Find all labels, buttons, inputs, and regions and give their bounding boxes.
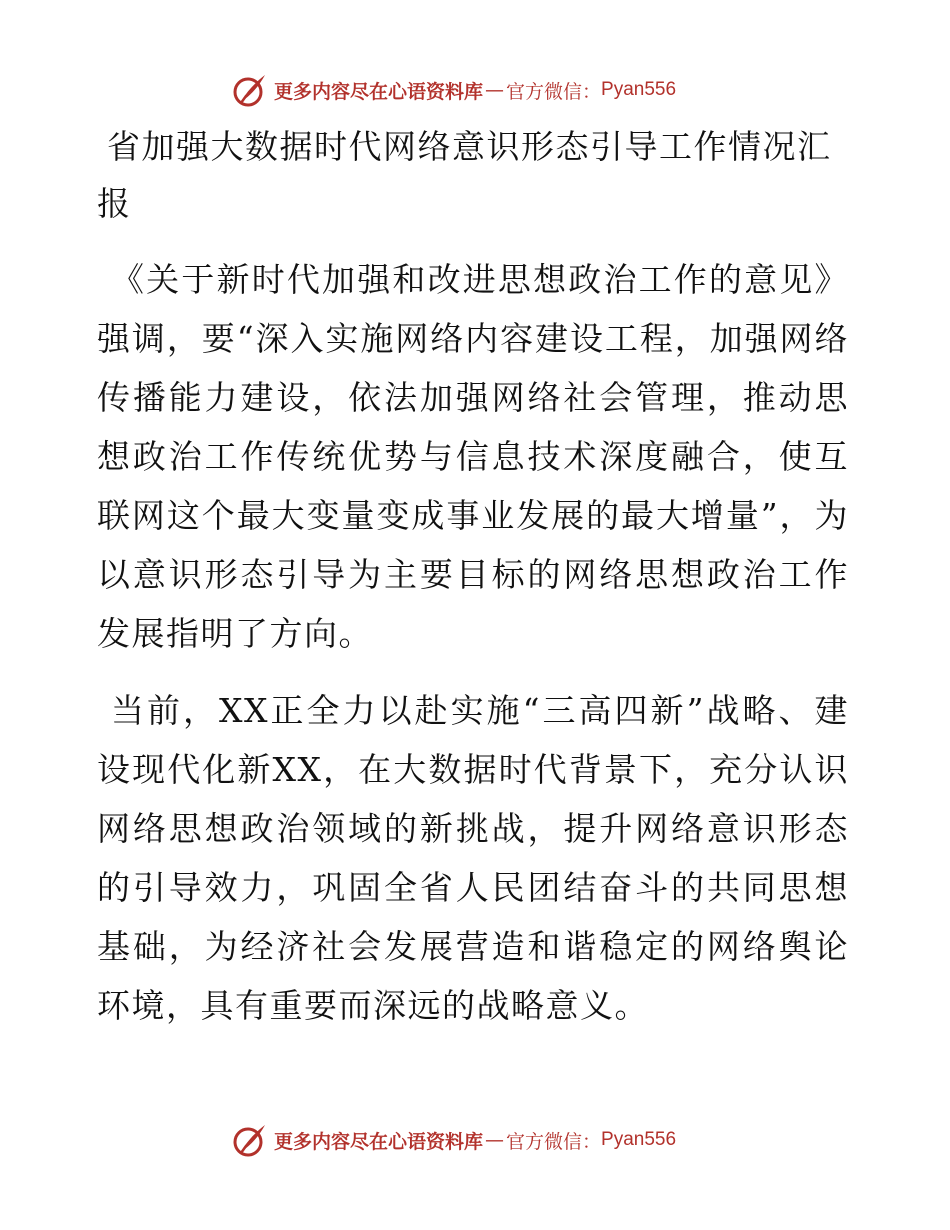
watermark-slogan: 更多内容尽在心语资料库	[274, 1130, 484, 1153]
watermark-slogan: 更多内容尽在心语资料库	[274, 80, 484, 103]
watermark-separator: —	[485, 1129, 505, 1151]
watermark-wechat-id: Pyan556	[601, 1129, 677, 1150]
paragraph-2: 当前，XX正全力以赴实施“三高四新”战略、建设现代化新XX，在大数据时代背景下，充分认识网络思想政治领域的新挑战，提升网络意识形态的引导效力，巩固全省人民团结奋斗的共同思想基础，为经济社会发展营造和谐稳定的网络舆论环境，具有重要而深远的战略意义。	[97, 691, 849, 1025]
document-body	[97, 118, 849, 1035]
header-watermark	[232, 70, 676, 110]
footer-watermark	[232, 1120, 676, 1160]
watermark-wechat-label: 官方微信：	[506, 80, 602, 103]
quill-logo-icon	[232, 1122, 268, 1158]
watermark-wechat-id: Pyan556	[601, 79, 677, 100]
quill-logo-icon	[232, 72, 268, 108]
document-title: 省加强大数据时代网络意识形态引导工作情况汇报	[97, 127, 832, 223]
watermark-wechat-label: 官方微信：	[506, 1130, 602, 1153]
paragraph-1: 《关于新时代加强和改进思想政治工作的意见》强调，要“深入实施网络内容建设工程，加强网络传播能力建设，依法加强网络社会管理，推动思想政治工作传统优势与信息技术深度融合，使互联网这个最大变量变成事业发展的最大增量”，为以意识形态引导为主要目标的网络思想政治工作发展指明了方向。	[97, 260, 849, 653]
watermark-separator: —	[485, 79, 505, 101]
